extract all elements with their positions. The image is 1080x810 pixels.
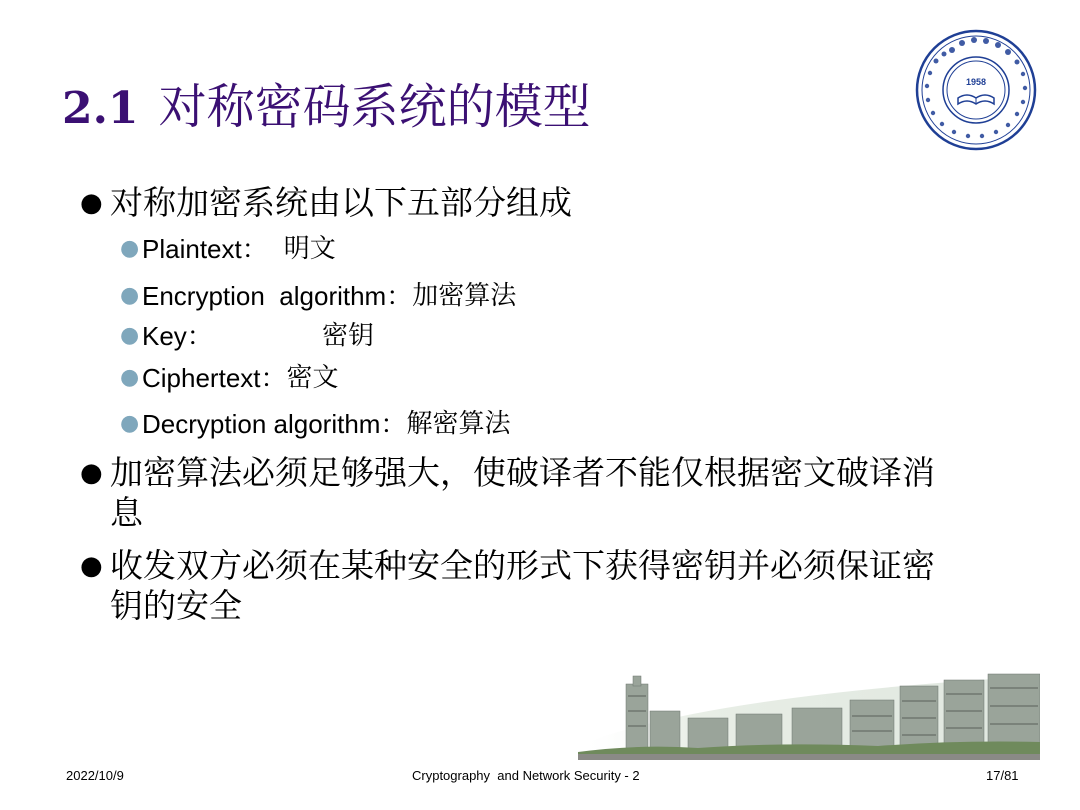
bullet-1 bbox=[80, 183, 950, 223]
bullet-dot: ● bbox=[80, 188, 103, 218]
sub-bullet-encryption bbox=[120, 279, 516, 313]
sub-translation: 明文 bbox=[283, 234, 336, 264]
bullet-3 bbox=[80, 546, 950, 626]
sub-bullet-ciphertext bbox=[120, 361, 339, 395]
sub-term: Plaintext： bbox=[142, 234, 268, 264]
university-logo bbox=[914, 28, 1038, 152]
sub-term: Ciphertext： bbox=[142, 363, 287, 393]
footer-course: Cryptography and Network Security - 2 bbox=[412, 768, 640, 783]
sub-bullet-dot: ● bbox=[120, 411, 140, 436]
title-text: 对称密码系统的模型 bbox=[158, 79, 591, 135]
sub-bullet-decryption bbox=[120, 407, 510, 441]
bullet-dot: ● bbox=[80, 458, 103, 488]
bullet-dot: ● bbox=[80, 551, 103, 581]
title-number: 2.1 bbox=[62, 83, 139, 134]
bullet-1-text: 对称加密系统由以下五部分组成 bbox=[110, 183, 572, 222]
sub-term: Decryption algorithm： bbox=[142, 409, 407, 439]
page-title bbox=[62, 68, 591, 148]
campus-image bbox=[578, 656, 1040, 760]
bullet-2 bbox=[80, 453, 950, 533]
sub-translation: 密钥 bbox=[322, 321, 375, 351]
sub-translation: 加密算法 bbox=[412, 281, 517, 311]
sub-term: Key： bbox=[142, 321, 213, 351]
sub-bullet-key bbox=[120, 319, 374, 353]
sub-translation: 解密算法 bbox=[406, 409, 511, 439]
sub-term: Encryption algorithm： bbox=[142, 281, 413, 311]
footer-date: 2022/10/9 bbox=[66, 768, 124, 783]
footer-page-number: 17/81 bbox=[986, 768, 1019, 783]
sub-bullet-dot: ● bbox=[120, 323, 140, 348]
bullet-3-text: 收发双方必须在某种安全的形式下获得密钥并必须保证密钥的安全 bbox=[110, 546, 935, 625]
sub-bullet-dot: ● bbox=[120, 365, 140, 390]
bullet-2-text: 加密算法必须足够强大，使破译者不能仅根据密文破译消息 bbox=[110, 453, 935, 532]
logo-year: 1958 bbox=[965, 77, 987, 87]
sub-bullet-plaintext bbox=[120, 232, 336, 266]
sub-bullet-dot: ● bbox=[120, 283, 140, 308]
sub-translation: 密文 bbox=[286, 363, 339, 393]
sub-bullet-dot: ● bbox=[120, 236, 140, 261]
